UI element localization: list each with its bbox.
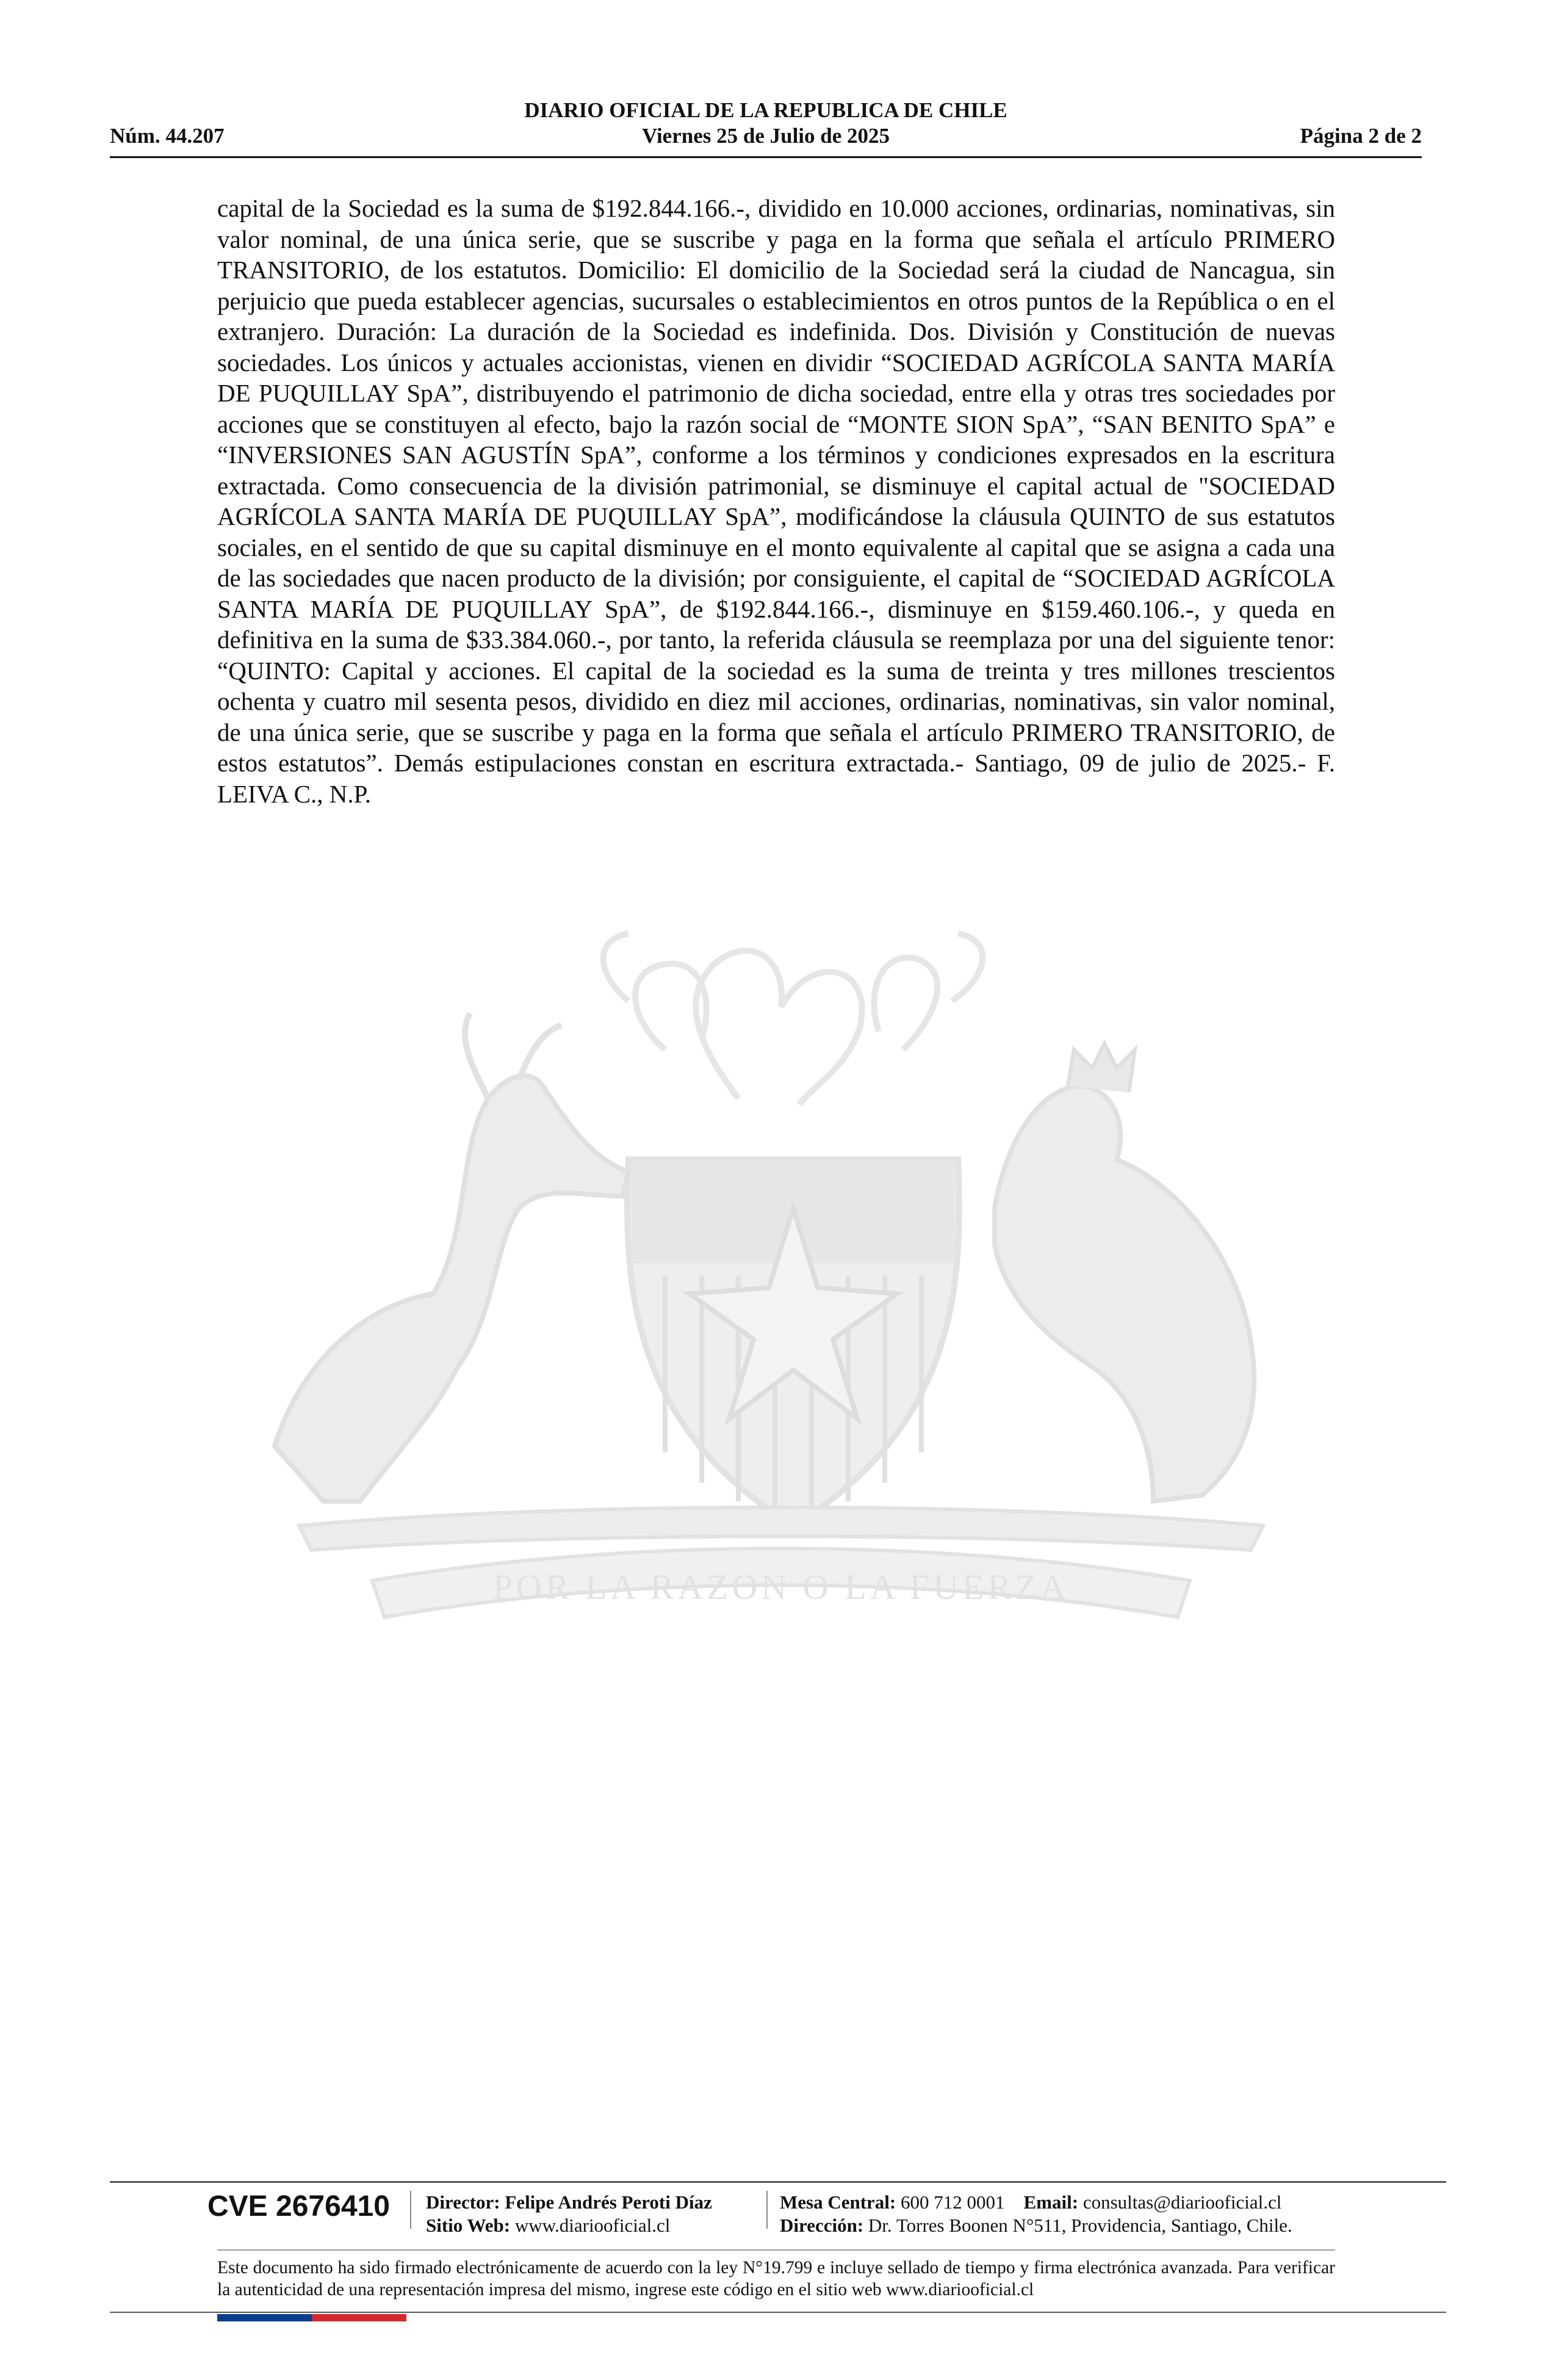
email-label: Email: bbox=[1023, 2191, 1079, 2213]
address-label: Dirección: bbox=[780, 2215, 864, 2236]
footer-divider-mid bbox=[217, 2249, 1335, 2251]
coat-of-arms-watermark bbox=[201, 867, 1361, 1623]
website-label: Sitio Web: bbox=[426, 2215, 511, 2236]
header-divider bbox=[110, 156, 1422, 158]
legal-notice: Este documento ha sido firmado electrónicamente de acuerdo con la ley N°19.799 e incluye sellado de tiempo y firma electrónica avanzada. Para verificar la autenticidad de una representación impresa del mismo, ingrese este código en el sitio web www.diariooficial.cl bbox=[217, 2258, 1335, 2299]
flag-stripe bbox=[217, 2314, 406, 2321]
publication-date: Viernes 25 de Julio de 2025 bbox=[641, 124, 890, 148]
director-name: Felipe Andrés Peroti Díaz bbox=[505, 2191, 712, 2213]
footer-separator bbox=[766, 2191, 768, 2229]
flag-red-segment bbox=[312, 2314, 406, 2321]
footer-contact-block bbox=[780, 2191, 1292, 2237]
page-number: Página 2 de 2 bbox=[1300, 124, 1422, 148]
director-label: Director: bbox=[426, 2191, 500, 2213]
article-body: capital de la Sociedad es la suma de $192.844.166.-, dividido en 10.000 acciones, ordinarias, nominativas, sin valor nominal, de una única serie, que se suscribe y paga en la forma que señala el artículo PRIMERO TRANSITORIO, de los estatutos. Domicilio: El domicilio de la Sociedad será la ciudad de Nancagua, sin perjuicio que pueda establecer agencias, sucursales o establecimientos en otros puntos de la República o en el extranjero. Duración: La duración de la Sociedad es indefinida. Dos. División y Constitución de nuevas sociedades. Los únicos y actuales accionistas, vienen en dividir “SOCIEDAD AGRÍCOLA SANTA MARÍA DE PUQUILLAY SpA”, distribuyendo el patrimonio de dicha sociedad, entre ella y otras tres sociedades por acciones que se constituyen al efecto, bajo la razón social de “MONTE SION SpA”, “SAN BENITO SpA” e “INVERSIONES SAN AGUSTÍN SpA”, conforme a los términos y condiciones expresados en la escritura extractada. Como consecuencia de la división patrimonial, se disminuye el capital actual de "SOCIEDAD AGRÍCOLA SANTA MARÍA DE PUQUILLAY SpA”, modificándose la cláusula QUINTO de sus estatutos sociales, en el sentido de que su capital disminuye en el monto equivalente al capital que se asigna a cada una de las sociedades que nacen producto de la división; por consiguiente, el capital de “SOCIEDAD AGRÍCOLA SANTA MARÍA DE PUQUILLAY SpA”, de $192.844.166.-, disminuye en $159.460.106.-, y queda en definitiva en la suma de $33.384.060.-, por tanto, la referida cláusula se reemplaza por una del siguiente tenor: “QUINTO: Capital y acciones. El capital de la sociedad es la suma de treinta y tres millones trescientos ochenta y cuatro mil sesenta pesos, dividido en diez mil acciones, ordinarias, nominativas, sin valor nominal, de una única serie, que se suscribe y paga en la forma que señala el artículo PRIMERO TRANSITORIO, de estos estatutos”. Demás estipulaciones constan en escritura extractada.- Santiago, 09 de julio de 2025.- F. LEIVA C., N.P. bbox=[217, 194, 1335, 808]
publication-title: DIARIO OFICIAL DE LA REPUBLICA DE CHILE bbox=[524, 98, 1007, 122]
seal-motto: POR LA RAZON O LA FUERZA bbox=[492, 1567, 1070, 1607]
issue-number: Núm. 44.207 bbox=[110, 124, 225, 148]
flag-blue-segment bbox=[217, 2314, 312, 2321]
footer-divider-top bbox=[110, 2181, 1446, 2183]
website-link[interactable]: www.diariooficial.cl bbox=[514, 2215, 671, 2236]
mesa-label: Mesa Central: bbox=[780, 2191, 896, 2213]
footer-divider-bottom bbox=[110, 2312, 1446, 2313]
address-text: Dr. Torres Boonen N°511, Providencia, Santiago, Chile. bbox=[868, 2215, 1292, 2236]
page-header bbox=[110, 92, 1422, 159]
footer-director-block bbox=[426, 2191, 712, 2237]
mesa-phone: 600 712 0001 bbox=[901, 2191, 1005, 2213]
cve-code: CVE 2676410 bbox=[207, 2190, 390, 2223]
footer-separator bbox=[410, 2191, 411, 2229]
email-link[interactable]: consultas@diariooficial.cl bbox=[1082, 2191, 1282, 2213]
